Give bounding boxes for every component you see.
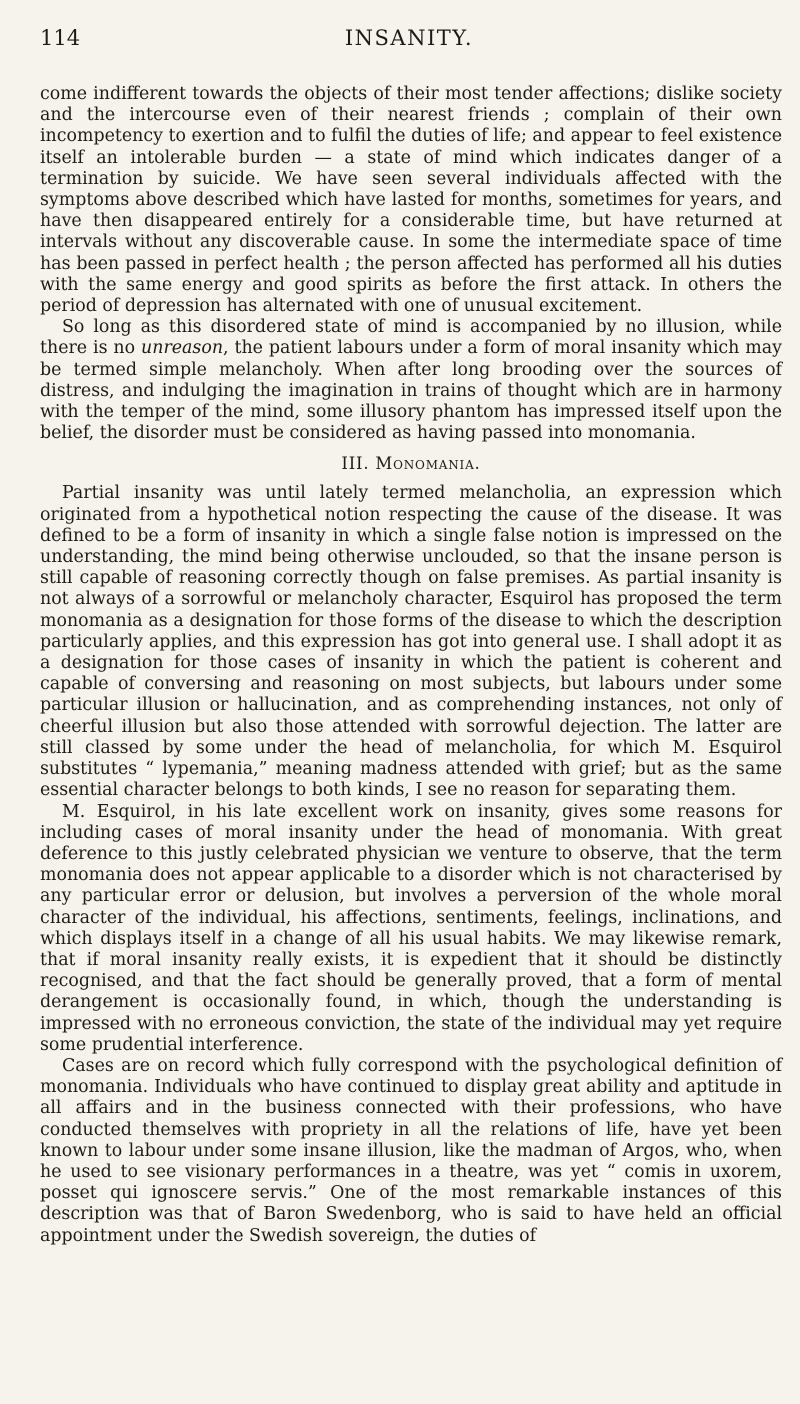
- paragraph-2: [40, 317, 782, 444]
- italic-term: unreason: [141, 338, 224, 359]
- section-heading: [40, 454, 782, 473]
- paragraph-2-end: , the patient labours under a form of moral insanity which may be termed simple melancholy. When after long brooding over the sources of distress, and indulging the imagination in trains of thought which are in harmony with the temper of the mind, some illusory phantom has impressed itself upon the belief, the disorder must be considered as having passed into monomania.: [40, 338, 782, 444]
- paragraph-4: M. Esquirol, in his late excellent work on insanity, gives some reasons for including cases of moral insanity under the head of monomania. With great deference to this justly celebrated physician we venture to observe, that the term monomania does not appear applicable to a disorder which is not characterised by any particular error or delusion, but involves a perversion of the whole moral character of the individual, his affections, sentiments, feelings, inclinations, and which displays itself in a change of all his usual habits. We may likewise remark, that if moral insanity really exists, it is expedient that it should be distinctly recognised, and that the fact should be generally proved, that a form of mental derangement is occasionally found, in which, though the understanding is impressed with no erroneous conviction, the state of the individual may yet require some prudential interference.: [40, 801, 782, 1055]
- section-title: Monomania.: [375, 454, 481, 474]
- section-number: III.: [341, 454, 370, 474]
- paragraph-1: come indifferent towards the objects of their most tender affections; dislike society and the intercourse even of their nearest friends ; complain of their own incompetency to exertion and to fulfil the duties of life; and appear to feel existence itself an intolerable burden — a state of mind which indicates danger of a termination by suicide. We have seen several individuals affected with the symptoms above described which have lasted for months, sometimes for years, and have then disappeared entirely for a considerable time, but have returned at intervals without any discoverable cause. In some the intermediate space of time has been passed in perfect health ; the person affected has performed all his duties with the same energy and good spirits as before the first attack. In others the period of depression has alternated with one of unusual excitement.: [40, 84, 782, 317]
- page-number: 114: [40, 26, 81, 50]
- paragraph-3: Partial insanity was until lately termed melancholia, an expression which originated from a hypothetical notion respecting the cause of the disease. It was defined to be a form of insanity in which a single false notion is impressed on the understanding, the mind being otherwise unclouded, so that the insane person is still capable of reasoning correctly though on false premises. As partial insanity is not always of a sorrowful or melancholy character, Esquirol has proposed the term monomania as a designation for those forms of the disease to which the description particularly applies, and this expression has got into general use. I shall adopt it as a designation for those cases of insanity in which the patient is coherent and capable of conversing and reasoning on most subjects, but labours under some particular illusion or hallucination, and as comprehending instances, not only of cheerful illusion but also those attended with sorrowful dejection. The latter are still classed by some under the head of melancholia, for which M. Esquirol substitutes “ lypemania,” meaning madness attended with grief; but as the same essential character belongs to both kinds, I see no reason for separating them.: [40, 483, 782, 801]
- body-text: [40, 84, 782, 1247]
- paragraph-5: Cases are on record which fully correspond with the psychological definition of monomania. Individuals who have continued to display great ability and aptitude in all affairs and in the business connected with their professions, who have conducted themselves with propriety in all the relations of life, have yet been known to labour under some insane illusion, like the madman of Argos, who, when he used to see visionary performances in a theatre, was yet “ comis in uxorem, posset qui ignoscere servis.” One of the most remarkable instances of this description was that of Baron Swedenborg, who is said to have held an official appointment under the Swedish sovereign, the duties of: [40, 1055, 782, 1246]
- page-header: [40, 26, 778, 56]
- paragraph-2-start: So long as this disordered state of mind is accompanied by no illusion, while there is no: [40, 317, 782, 359]
- running-title: INSANITY.: [344, 26, 474, 50]
